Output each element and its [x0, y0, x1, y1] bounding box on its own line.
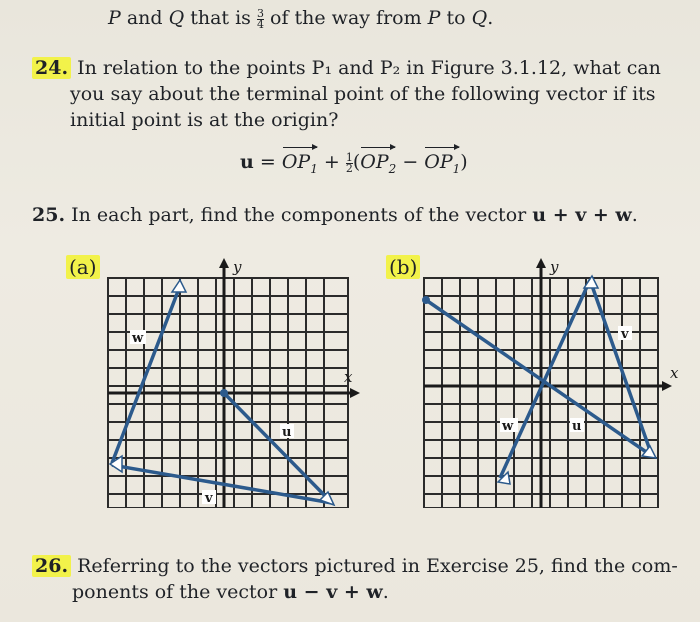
part-b-label: (b) [386, 255, 420, 279]
graph-b-w-label: w [502, 419, 514, 434]
text-fragment: that is [184, 7, 257, 29]
point-p-label: P [108, 7, 121, 29]
paren-close: ) [460, 151, 468, 173]
exercise-25-vector: u + v + w [532, 204, 632, 226]
fraction-three-quarters [257, 9, 264, 30]
graph-a-x-label: x [344, 368, 353, 386]
graph-b [418, 258, 688, 508]
exercise-26-text1: Referring to the vectors pictured in Exercise 25, find the com- [77, 555, 678, 577]
exercise-24-number: 24. [32, 57, 71, 79]
vec-sub: 1 [452, 161, 461, 176]
graph-b-x-arrow [662, 381, 672, 391]
text-fragment: and [120, 7, 169, 29]
exercise-26-vector: u − v + w [283, 581, 383, 603]
exercise-24-line1 [32, 56, 661, 80]
exercise-25-line [32, 203, 638, 227]
vec-text: OP [424, 151, 453, 173]
minus-sign: − [396, 151, 425, 173]
graph-b-u-start [422, 296, 430, 304]
exercise-24-equation [240, 150, 468, 181]
period: . [631, 204, 638, 226]
fraction-one-half [346, 153, 353, 174]
frac-num: 1 [345, 151, 353, 164]
vector-op3 [424, 150, 460, 181]
text-fragment: . [487, 7, 494, 29]
vec-text: OP [360, 151, 389, 173]
exercise-26-line2 [72, 580, 389, 604]
graph-a-u-start [220, 389, 228, 397]
vec-text: OP [281, 151, 311, 173]
frac-num: 3 [256, 7, 264, 20]
text-fragment: of the way from [263, 7, 428, 29]
graph-a-w-label: w [132, 331, 144, 346]
plus-sign: + [317, 151, 346, 173]
vector-op2 [360, 150, 396, 181]
exercise-24-line3 [70, 108, 338, 132]
graph-a-v-label: v [205, 491, 213, 506]
vec-sub: 2 [388, 161, 397, 176]
graph-b-y-label: y [550, 258, 559, 276]
graph-a-y-arrow [219, 258, 229, 268]
exercise-25-text: In each part, find the components of the vector [71, 204, 533, 226]
exercise-24-line2 [70, 82, 656, 106]
equals-sign: = [253, 151, 282, 173]
graph-b-u-label: u [572, 419, 582, 434]
graph-b-v-label: v [621, 327, 629, 342]
graph-a-w-head [172, 280, 186, 292]
exercise-25-number: 25. [32, 204, 66, 226]
frac-den: 4 [256, 18, 264, 31]
exercise-26-line1 [32, 554, 678, 578]
vector-op1 [282, 150, 318, 181]
graph-b-v-tail [498, 472, 510, 484]
graph-a-x-arrow [350, 388, 360, 398]
text-fragment: to [440, 7, 472, 29]
exercise-26-text2: ponents of the vector [72, 581, 284, 603]
graph-a-y-label: y [233, 258, 242, 276]
point-p-label: P [427, 7, 441, 29]
graph-a-vector-w [112, 286, 180, 463]
point-q-label: Q [168, 7, 185, 29]
vector-u: u [240, 151, 254, 173]
exercise-24-text2: you say about the terminal point of the following vector if its [70, 83, 656, 105]
graph-a [100, 258, 360, 508]
exercise-24-text1: In relation to the points P₁ and P₂ in Figure 3.1.12, what can [77, 57, 661, 79]
graph-b-y-arrow [536, 258, 546, 268]
vec-sub: 1 [310, 161, 318, 176]
top-line [108, 6, 493, 30]
point-q-label: Q [471, 7, 488, 29]
graph-a-u-label: u [282, 425, 292, 440]
graph-b-x-label: x [670, 364, 679, 382]
exercise-26-number: 26. [32, 555, 71, 577]
exercise-24-text3: initial point is at the origin? [70, 109, 339, 131]
period: . [382, 581, 389, 603]
paren-open: ( [352, 151, 361, 173]
part-a-label: (a) [66, 255, 100, 279]
frac-den: 2 [345, 162, 353, 175]
